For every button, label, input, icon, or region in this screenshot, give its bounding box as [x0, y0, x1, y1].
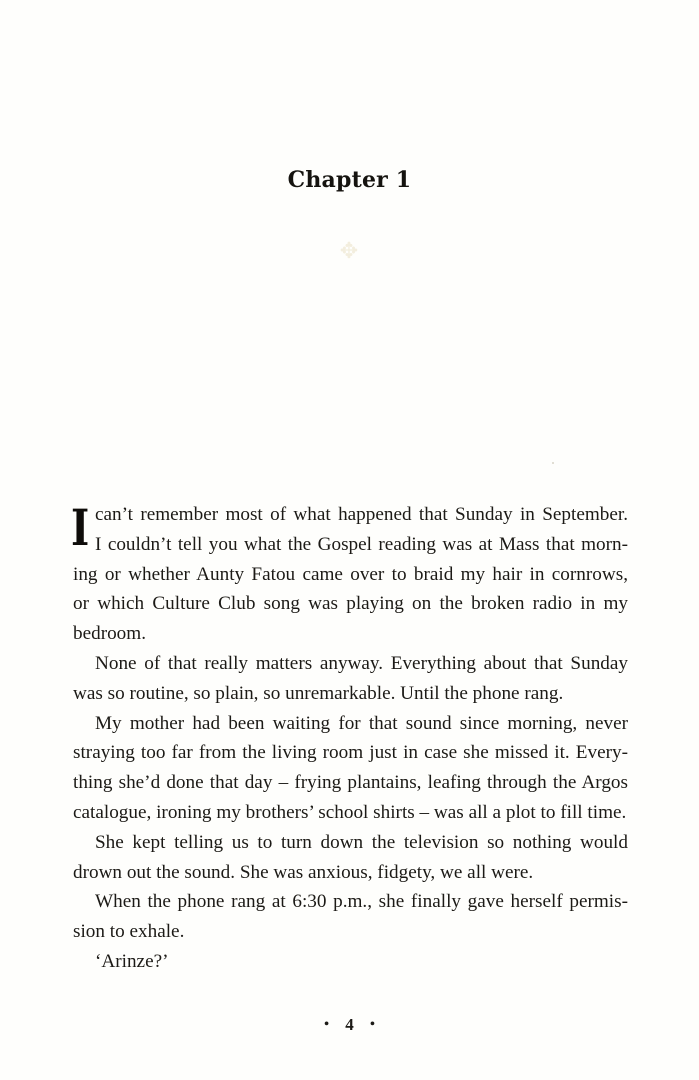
- faint-ornament-icon: ✥: [339, 238, 359, 263]
- page-number-value: 4: [345, 1015, 354, 1034]
- text-line: straying too far from the living room just in case she missed it. Every-: [73, 742, 628, 764]
- text-line: or which Culture Club song was playing on the broken radio in my: [73, 593, 628, 615]
- text-line: drown out the sound. She was anxious, fidgety, we all were.: [73, 861, 534, 883]
- chapter-title: Chapter 1: [287, 167, 412, 193]
- page-number-dot-left: •: [324, 1017, 329, 1032]
- text-line: ‘Arinze?’: [95, 950, 169, 972]
- text-line: was so routine, so plain, so unremarkable. Until the phone rang.: [73, 682, 564, 704]
- page-number-dot-right: •: [370, 1017, 375, 1032]
- line-text: can’t remember most of what happened that Sunday in September.: [95, 504, 628, 525]
- body-text: [73, 500, 628, 977]
- text-line: ing or whether Aunty Fatou came over to braid my hair in cornrows,: [73, 563, 628, 585]
- text-line: sion to exhale.: [73, 921, 185, 943]
- text-line: When the phone rang at 6:30 p.m., she finally gave herself permis-: [95, 891, 628, 913]
- text-line: bedroom.: [73, 623, 147, 645]
- text-line: My mother had been waiting for that sound since morning, never: [95, 712, 628, 734]
- text-line: She kept telling us to turn down the television so nothing would: [95, 831, 628, 853]
- text-line: catalogue, ironing my brothers’ school shirts – was all a plot to fill time.: [73, 801, 627, 823]
- text-line: I couldn’t tell you what the Gospel reading was at Mass that morn-: [95, 533, 628, 555]
- paper-speck: [552, 462, 554, 464]
- text-line: thing she’d done that day – frying plantains, leafing through the Argos: [73, 772, 628, 794]
- text-line: None of that really matters anyway. Everything about that Sunday: [95, 652, 628, 674]
- page-number: [0, 1015, 699, 1035]
- drop-cap: I: [71, 498, 90, 557]
